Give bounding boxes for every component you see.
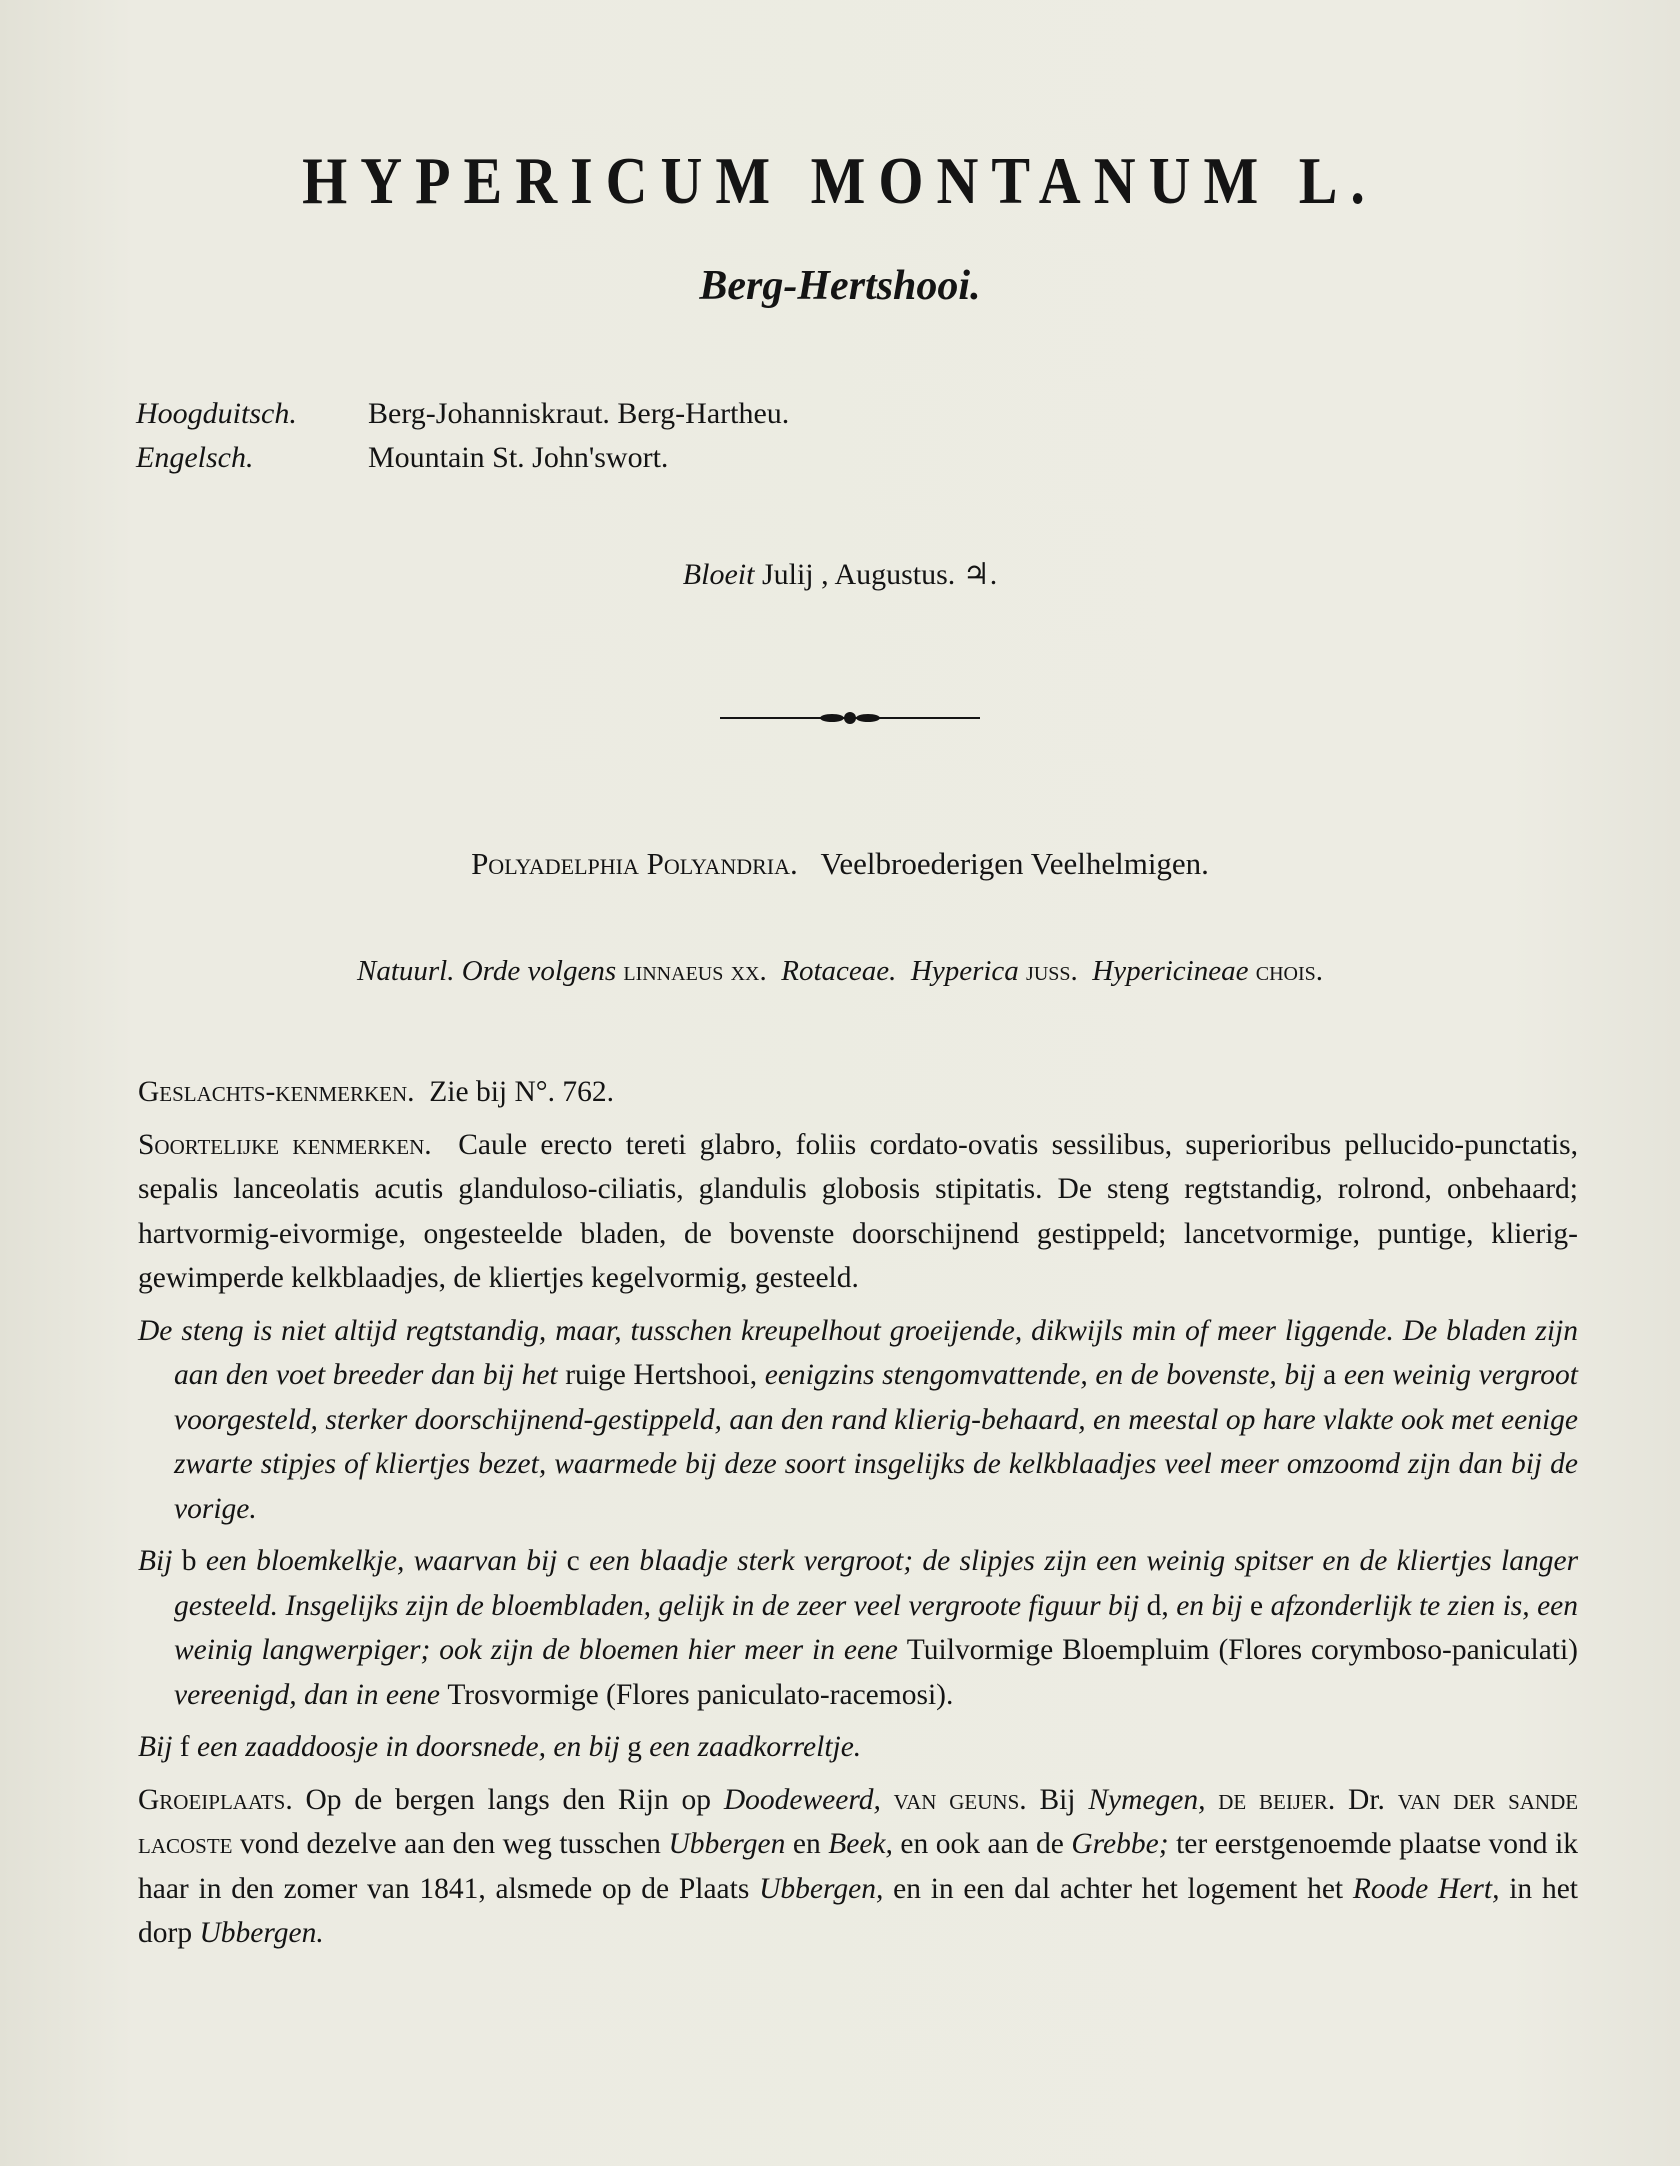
common-name-row xyxy=(136,436,789,480)
figure-letter: g xyxy=(627,1731,642,1763)
author-chois: chois. xyxy=(1255,955,1323,987)
common-names-list xyxy=(136,392,789,480)
common-name-value: Mountain St. John'swort. xyxy=(368,441,669,474)
habitat-text: Op de bergen langs den Rijn op xyxy=(305,1783,712,1816)
ornament-divider-icon xyxy=(720,706,980,730)
natural-order xyxy=(0,955,1680,988)
order-hypericineae: Hypericineae xyxy=(1092,955,1249,987)
order-label: Natuurl. Orde volgens xyxy=(357,955,617,987)
habitat-text: en xyxy=(792,1828,821,1860)
figure-letter: b xyxy=(181,1545,197,1577)
species-features-paragraph xyxy=(138,1123,1578,1301)
note-text: een zaaddoosje in doorsnede, en bij xyxy=(197,1731,620,1763)
habitat-text: en in een dal achter het logement het xyxy=(893,1872,1344,1905)
genus-features-paragraph xyxy=(138,1070,1578,1115)
figure-letter: e xyxy=(1250,1589,1264,1622)
note-text: en bij xyxy=(1176,1589,1243,1622)
note-text: een weinig vergroot voorgesteld, sterker doorschijnend-gestippeld, aan den rand klierig-behaard, en meestal op hare vlakte ook met eenige zwarte stipjes of kliertjes bezet, waarmede bij deze soort insgelijks de kelkblaadjes veel meer omzoomd zijn dan bij de vorige. xyxy=(174,1359,1578,1525)
author-name: de beijer. xyxy=(1218,1783,1336,1816)
note-text: eenigzins stengomvattende, en de bovenste, bij xyxy=(764,1359,1316,1391)
habitat-paragraph xyxy=(138,1778,1578,1956)
author-juss: juss. xyxy=(1026,955,1078,987)
genus-features-label: Geslachts-kenmerken. xyxy=(138,1076,415,1108)
habitat-text: Dr. xyxy=(1348,1783,1385,1816)
bloom-months: Julij , Augustus. xyxy=(761,558,956,591)
order-rotaceae: Rotaceae. xyxy=(781,955,897,987)
habitat-text: ter eerstgenoemde plaatse vond ik haar in den zomer van 1841, alsmede op de Plaats xyxy=(138,1828,1579,1905)
language-label: Hoogduitsch. xyxy=(136,397,297,430)
note-text: afzonderlijk te zien is, een weinig langwerpiger; ook zijn de bloemen hier meer in eene xyxy=(174,1589,1579,1666)
place-name: Doodeweerd, xyxy=(723,1783,881,1816)
flowering-period xyxy=(0,557,1680,592)
note-text: Bij xyxy=(138,1731,173,1763)
place-name: Nymegen, xyxy=(1088,1783,1206,1816)
class-latin: Polyadelphia Polyandria. xyxy=(471,846,798,881)
notes-paragraph-1 xyxy=(138,1309,1578,1532)
author-linnaeus: linnaeus xx. xyxy=(623,955,767,987)
common-name-value: Berg-Johanniskraut. Berg-Hartheu. xyxy=(368,397,790,430)
class-dutch: Veelbroederigen Veelhelmigen. xyxy=(820,846,1209,881)
note-text: Bij xyxy=(138,1545,173,1577)
common-name-row xyxy=(136,392,789,436)
place-name: Ubbergen, xyxy=(759,1872,884,1905)
page-title: HYPERICUM MONTANUM L. xyxy=(302,142,1378,218)
note-text: Tuilvormige Bloempluim (Flores corymboso-paniculati) xyxy=(906,1634,1578,1666)
notes-paragraph-2 xyxy=(138,1539,1578,1717)
note-text: De steng is niet altijd regtstandig, maar, tusschen kreupelhout groeijende, dikwijls min of meer liggende. De bladen zijn aan den voet breeder dan bij het xyxy=(138,1314,1578,1391)
author-name: van der sande lacoste xyxy=(138,1783,1579,1860)
habitat-text: Bij xyxy=(1039,1783,1076,1816)
habitat-text: in het dorp xyxy=(138,1872,1578,1949)
note-text: ruige Hertshooi, xyxy=(565,1359,758,1391)
note-text: een zaadkorreltje. xyxy=(649,1731,862,1763)
species-features-text: Caule erecto tereti glabro, foliis cordato-ovatis sessilibus, superioribus pellucido-punctatis, sepalis lanceolatis acutis glanduloso-ciliatis, glandulis globosis stipitatis. De steng regtstandig, rolrond, onbehaard; hartvormig-eivormige, ongesteelde bladen, de bovenste doorschijnend gestippeld; lancetvormige, puntige, klierig-gewimperde kelkblaadjes, de kliertjes kegelvormig, gesteeld. xyxy=(138,1128,1579,1294)
description-body xyxy=(138,1070,1578,1964)
note-text: een blaadje sterk vergroot; de slipjes zijn een weinig spitser en de kliertjes langer gesteeld. Insgelijks zijn de bloembladen, gelijk in de zeer veel vergroote figuur bij xyxy=(174,1545,1579,1622)
figure-letter: d, xyxy=(1146,1589,1169,1622)
language-label: Engelsch. xyxy=(136,441,254,474)
habitat-label: Groeiplaats. xyxy=(138,1783,293,1816)
figure-letter: a xyxy=(1323,1359,1337,1391)
place-name: Grebbe; xyxy=(1071,1828,1169,1860)
note-text: Trosvormige (Flores paniculato-racemosi). xyxy=(447,1678,954,1711)
author-name: van geuns. xyxy=(893,1783,1027,1816)
place-name: Ubbergen xyxy=(668,1828,786,1860)
species-features-label: Soortelijke kenmerken. xyxy=(138,1128,432,1161)
note-text: vereenigd, dan in eene xyxy=(174,1678,440,1711)
habitat-text: vond dezelve aan den weg tusschen xyxy=(240,1828,661,1860)
genus-features-text: Zie bij N°. 762. xyxy=(429,1076,614,1108)
figure-letter: f xyxy=(179,1731,190,1763)
place-name: Beek, xyxy=(828,1828,893,1860)
order-hyperica: Hyperica xyxy=(910,955,1019,987)
linnaean-class xyxy=(0,846,1680,882)
notes-paragraph-3 xyxy=(138,1725,1578,1770)
habitat-text: en ook aan de xyxy=(900,1828,1064,1860)
note-text: een bloemkelkje, waarvan bij xyxy=(205,1545,558,1577)
dutch-common-name: Berg-Hertshooi. xyxy=(699,263,981,309)
place-name: Ubbergen. xyxy=(199,1917,324,1949)
bloom-label: Bloeit xyxy=(682,558,755,591)
figure-letter: c xyxy=(566,1545,580,1577)
perennial-symbol: ♃. xyxy=(962,558,998,591)
place-name: Roode Hert, xyxy=(1352,1872,1500,1905)
